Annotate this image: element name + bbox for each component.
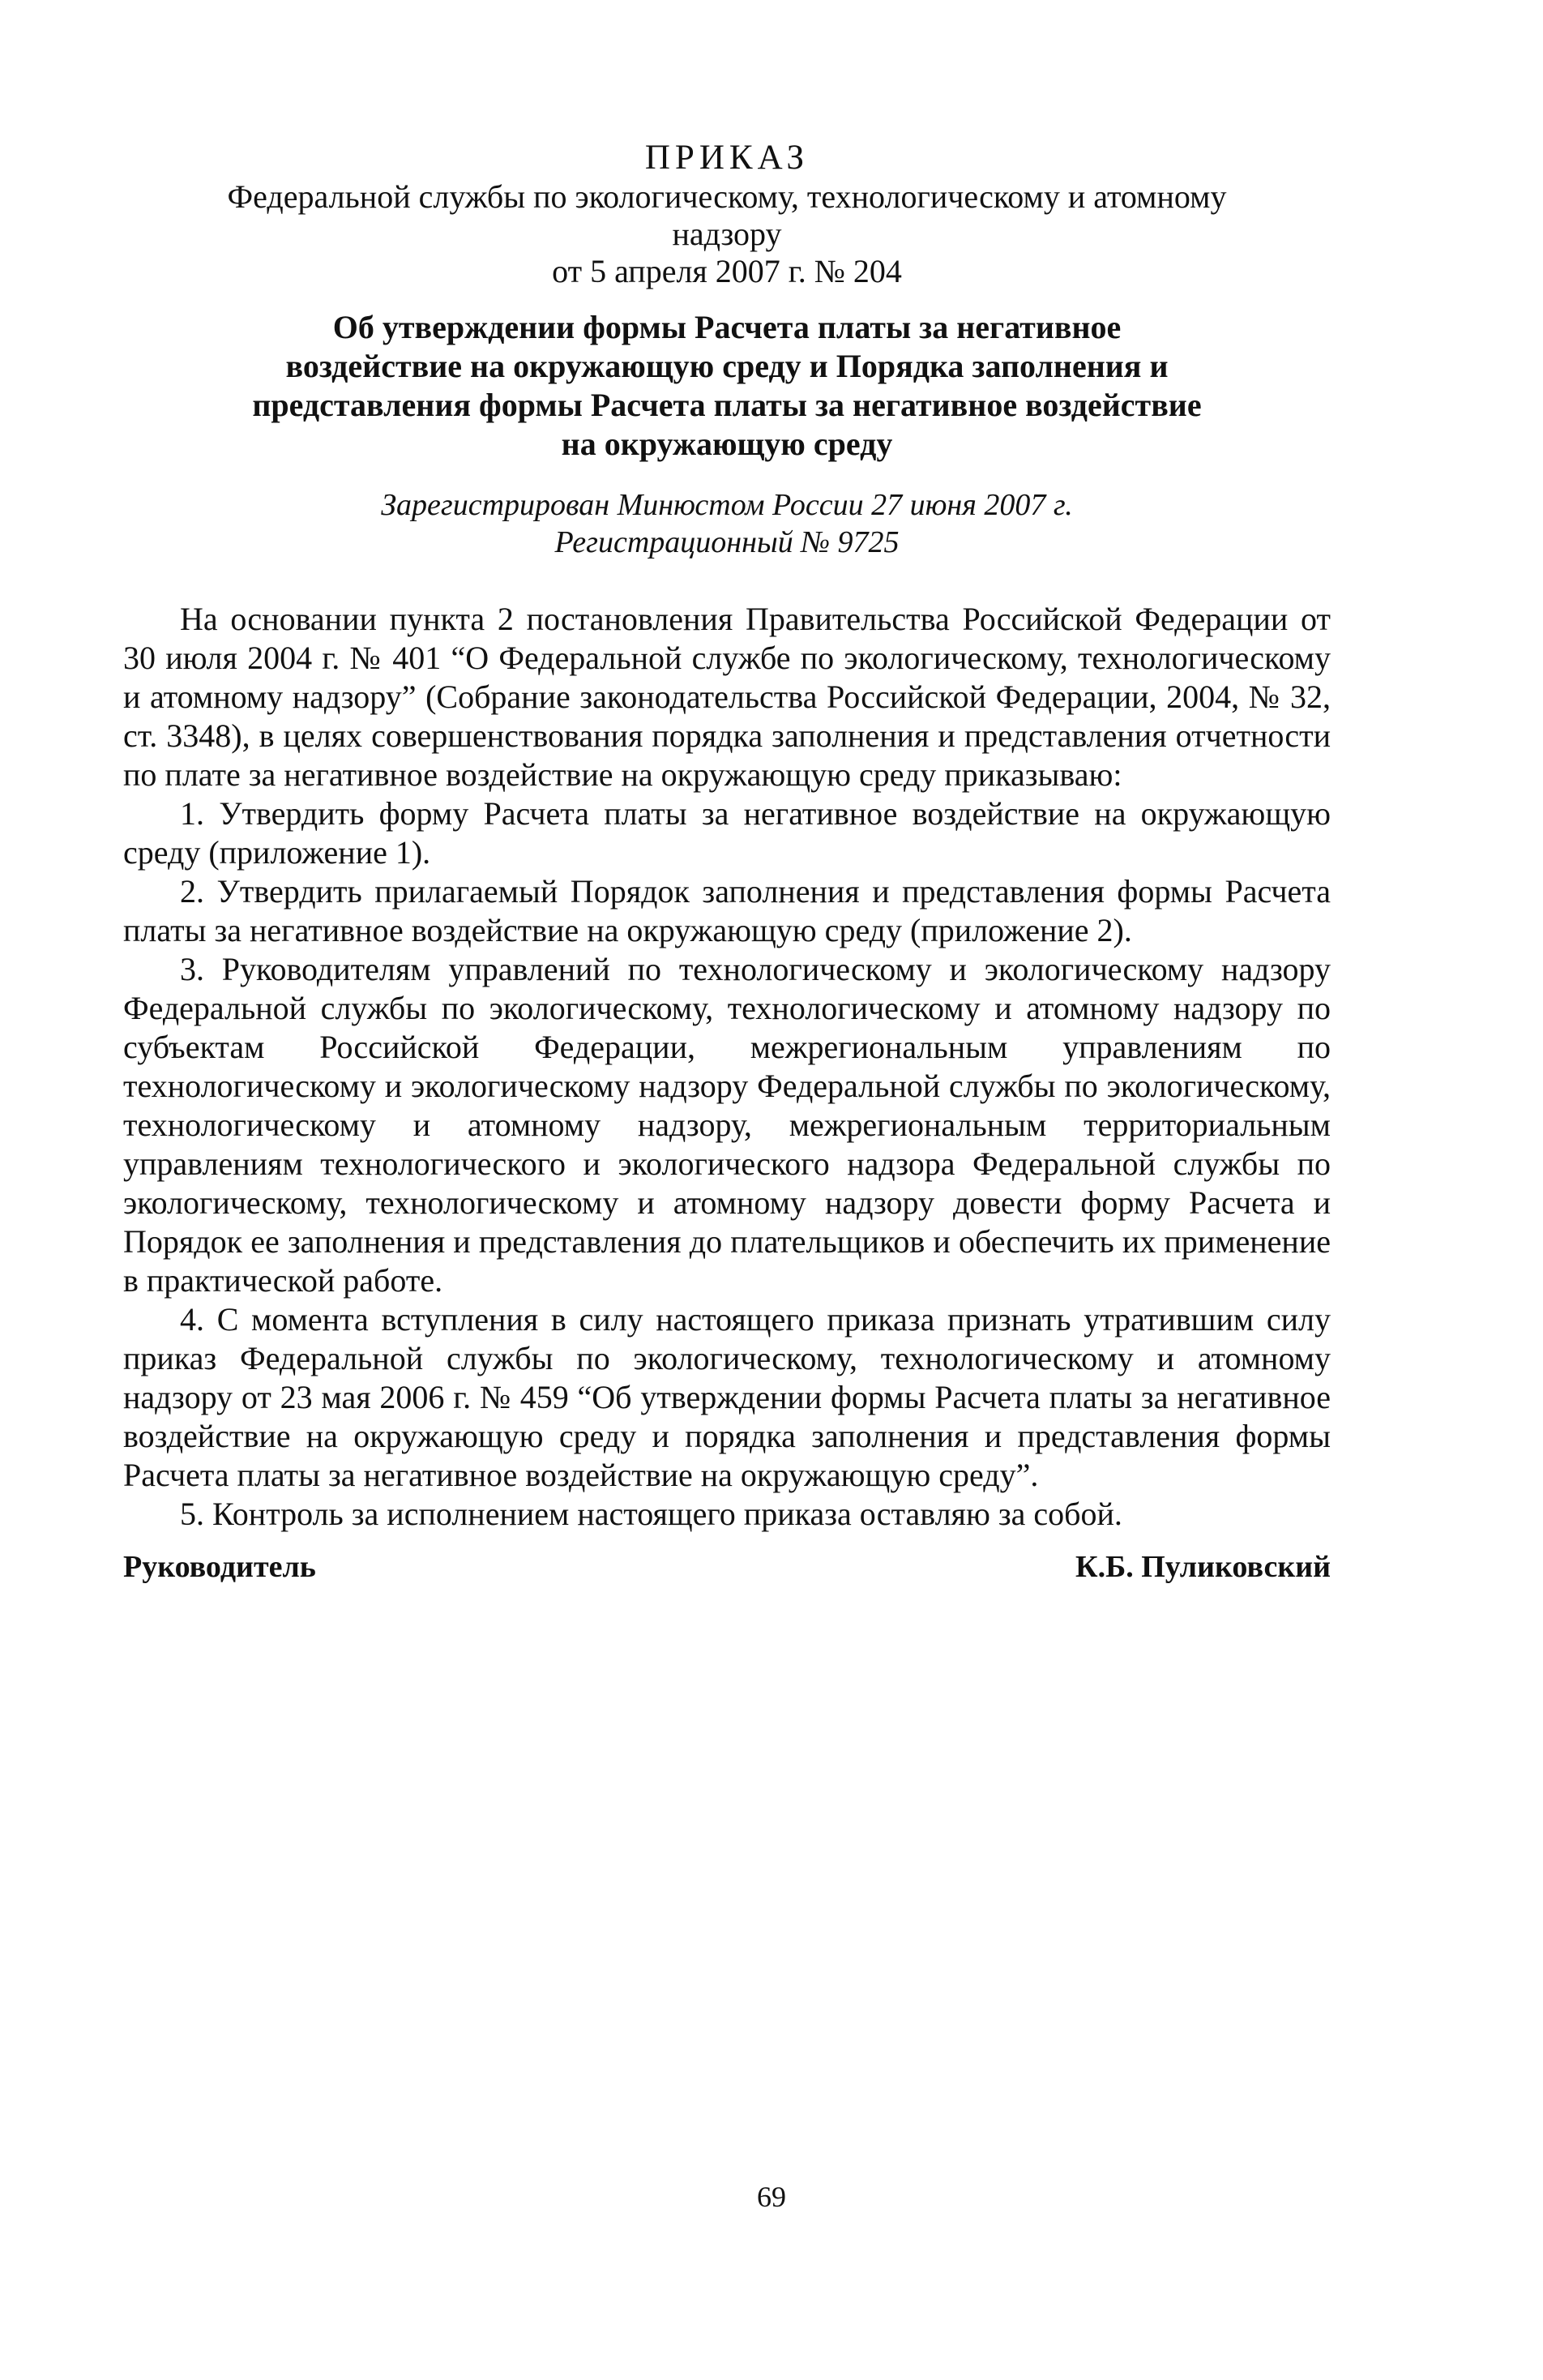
page-number: 69: [757, 2181, 786, 2213]
signatory-name: К.Б. Пуликовский: [1075, 1550, 1331, 1584]
registration-info: [123, 486, 1331, 561]
issuer-line: Федеральной службы по экологическому, технологическому и атомному надзору: [227, 178, 1227, 252]
document-title: Об утверждении формы Расчета платы за негативное воздействие на окружающую среду и Порядка заполнения и представления формы Расчета платы за негативное воздействие на окружающую среду: [252, 309, 1202, 462]
registration-line-2: Регистрационный № 9725: [554, 525, 900, 559]
order-item-5: 5. Контроль за исполнением настоящего приказа оставляю за собой.: [180, 1496, 1122, 1532]
date-number-line: от 5 апреля 2007 г. № 204: [552, 253, 902, 289]
order-item-3: 3. Руководителям управлений по технологическому и экологическому надзору Федеральной службы по экологическому, технологическому и атомному надзору по субъектам Российской Федерации, межрегиональным управлениям по технологическому и экологическому надзору Федеральной службы по экологическому, технологическому и атомному надзору, межрегиональным территориальным управлениям технологического и экологического надзора Федеральной службы по экологическому, технологическому и атомному надзору довести форму Расчета и Порядок ее заполнения и представления до плательщиков и обеспечить их применение в практической работе.: [123, 951, 1331, 1299]
order-item-1: 1. Утвердить форму Расчета платы за негативное воздействие на окружающую среду (приложение 1).: [123, 795, 1331, 871]
order-item-2: 2. Утвердить прилагаемый Порядок заполнения и представления формы Расчета платы за негативное воздействие на окружающую среду (приложение 2).: [123, 873, 1331, 948]
document-type: ПРИКАЗ: [644, 139, 810, 177]
signatory-position: Руководитель: [123, 1550, 316, 1584]
preamble-paragraph: На основании пункта 2 постановления Правительства Российской Федерации от 30 июля 2004 г. № 401 “О Федеральной службе по экологическому, технологическому и атомному надзору” (Собрание законодательства Российской Федерации, 2004, № 32, ст. 3348), в целях совершенствования порядка заполнения и представления отчетности по плате за негативное воздействие на окружающую среду приказываю:: [123, 601, 1331, 793]
order-item-4: 4. С момента вступления в силу настоящего приказа признать утратившим силу приказ Федеральной службы по экологическому, технологическому и атомному надзору от 23 мая 2006 г. № 459 “Об утверждении формы Расчета платы за негативное воздействие на окружающую среду и порядка заполнения и представления формы Расчета платы за негативное воздействие на окружающую среду”.: [123, 1301, 1331, 1493]
signature-block: [123, 1548, 1331, 1586]
registration-line-1: Зарегистрирован Минюстом России 27 июня 2007 г.: [381, 488, 1073, 522]
document-page: [123, 138, 1331, 1586]
